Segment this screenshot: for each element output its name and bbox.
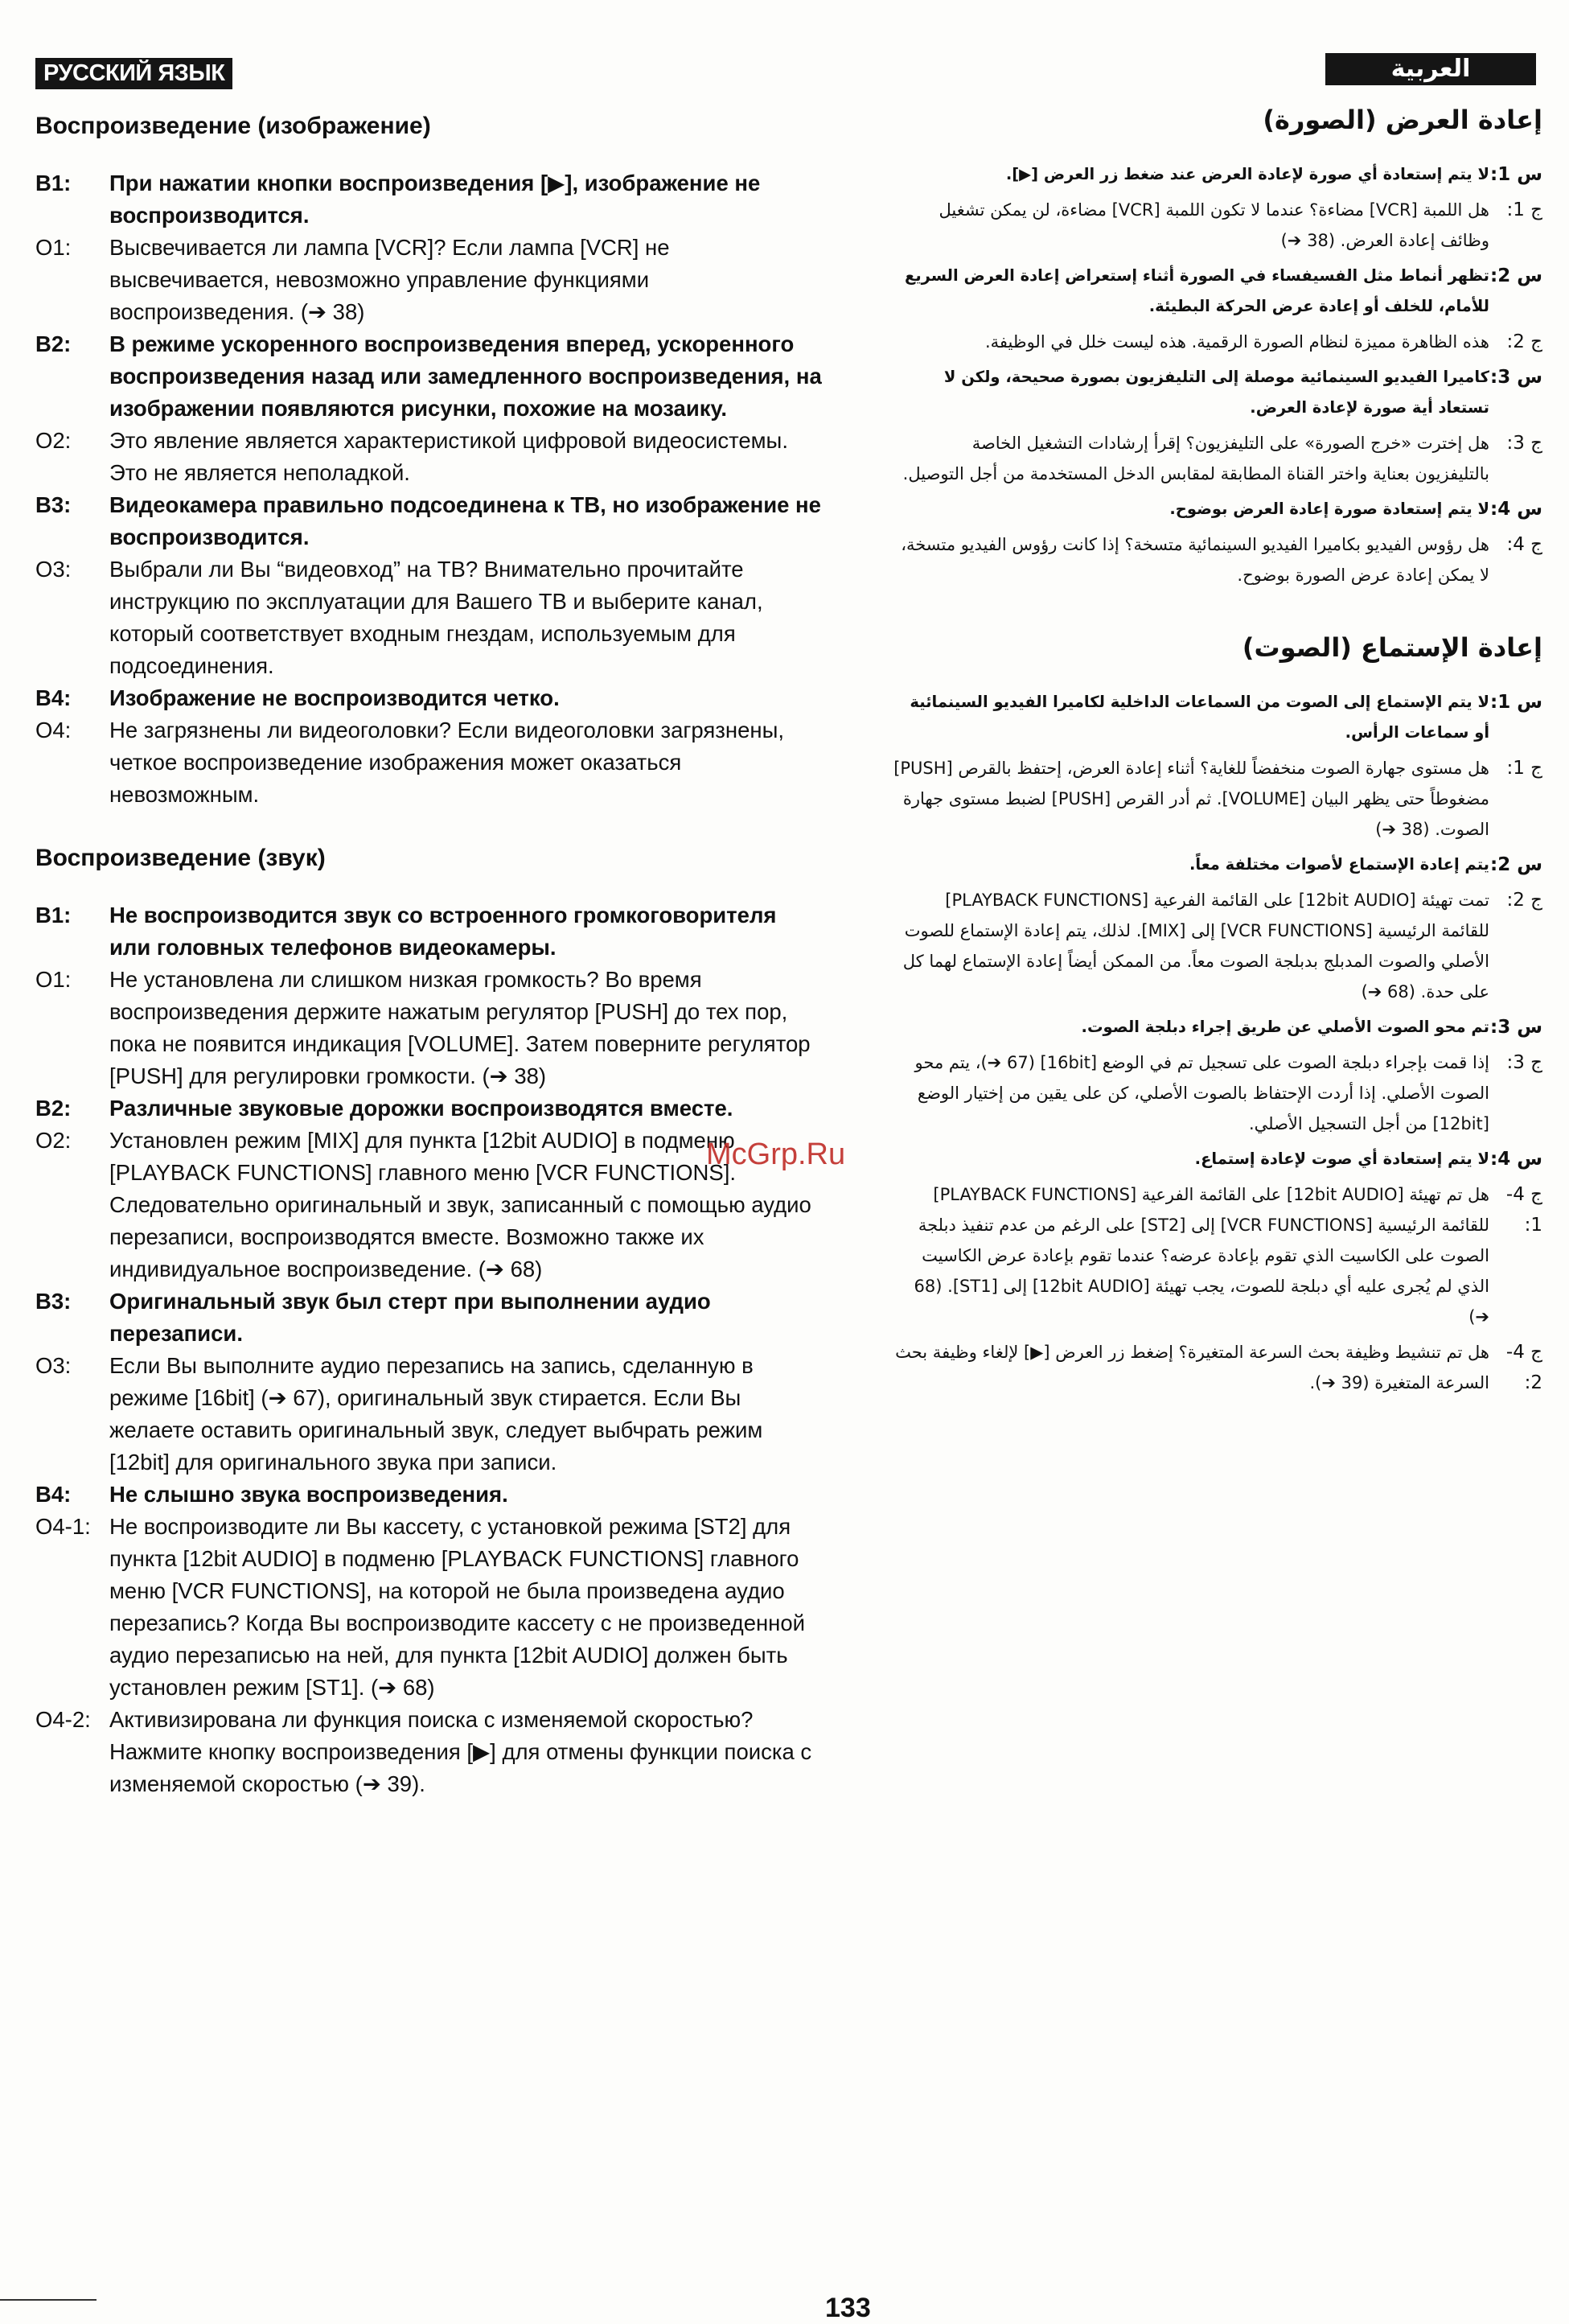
answer-row bbox=[35, 1511, 824, 1704]
item-label: س 4: bbox=[1490, 1149, 1542, 1170]
item-label: B2: bbox=[35, 331, 72, 356]
question-row bbox=[35, 328, 824, 425]
item-text: Различные звуковые дорожки воспроизводятся вместе. bbox=[109, 1096, 733, 1121]
item-label: س 2: bbox=[1490, 854, 1542, 875]
answer-row bbox=[893, 885, 1542, 1007]
watermark: McGrp.Ru bbox=[706, 1137, 846, 1171]
item-label: س 4: bbox=[1490, 499, 1542, 520]
item-label: س 3: bbox=[1490, 367, 1542, 388]
arabic-section-title-picture: إعادة العرض (الصورة) bbox=[1263, 105, 1542, 135]
item-text: Не слышно звука воспроизведения. bbox=[109, 1482, 508, 1507]
question-row bbox=[35, 1285, 824, 1350]
answer-row bbox=[35, 964, 824, 1092]
item-text: Выбрали ли Вы “видеовход” на ТВ? Внимательно прочитайте инструкцию по эксплуатации для Вашего ТВ и выберите канал, который соответствует входным гнездам, используемым для подсоединения. bbox=[109, 557, 763, 678]
item-text: Не загрязнены ли видеоголовки? Если видеоголовки загрязнены, четкое воспроизведение изображения может оказаться невозможным. bbox=[109, 718, 784, 807]
item-label: ج 4-1: bbox=[1505, 1184, 1542, 1236]
item-text: هل رؤوس الفيديو بكاميرا الفيديو السينمائية متسخة؟ إذا كانت رؤوس الفيديو متسخة، لا يمكن إعادة عرض الصورة بوضوح. bbox=[901, 535, 1489, 585]
answer-row bbox=[893, 753, 1542, 845]
item-text: Если Вы выполните аудио перезапись на запись, сделанную в режиме [16bit] (➔ 67), оригинальный звук стирается. Если Вы желаете оставить оригинальный звук, следует выбчрать режим [12bit] для оригинального звука при записи. bbox=[109, 1353, 763, 1475]
question-row bbox=[35, 1479, 824, 1511]
item-text: Не воспроизводится звук со встроенного громкоговорителя или головных телефонов видеокамеры. bbox=[109, 903, 777, 960]
item-text: لا يتم إستعادة صورة إعادة العرض بوضوح. bbox=[1169, 500, 1489, 518]
item-label: O3: bbox=[35, 557, 72, 582]
item-label: س 1: bbox=[1490, 164, 1542, 185]
answer-row bbox=[35, 232, 824, 328]
section-title-playback-sound: Воспроизведение (звук) bbox=[35, 845, 326, 871]
item-text: В режиме ускоренного воспроизведения вперед, ускоренного воспроизведения назад или замедленного воспроизведения, на изображении появляются рисунки, похожие на мозаику. bbox=[109, 331, 822, 421]
item-text: Установлен режим [MIX] для пункта [12bit AUDIO] в подменю [PLAYBACK FUNCTIONS] главного меню [VCR FUNCTIONS]. Следовательно оригинальный и звук, записанный с помощью аудио перезаписи, воспроизводятся вместе. Возможно также их индивидуальное воспроизведение. (➔ 68) bbox=[109, 1128, 811, 1281]
item-label: ج 2: bbox=[1506, 890, 1542, 911]
item-label: O3: bbox=[35, 1353, 72, 1378]
arabic-section-title-sound: إعادة الإستماع (الصوت) bbox=[1242, 632, 1542, 663]
russian-column bbox=[35, 113, 824, 1800]
item-text: Оригинальный звук был стерт при выполнении аудио перезаписи. bbox=[109, 1289, 711, 1346]
item-text: هل اللمبة [VCR] مضاءة؟ عندما لا تكون اللمبة [VCR] مضاءة، لن يمكن تشغيل وظائف إعادة العرض. (38 ➔) bbox=[939, 200, 1489, 250]
item-text: لا يتم الإستماع إلى الصوت من السماعات الداخلية لكاميرا الفيديو السينمائية أو سماعات الرأس. bbox=[910, 693, 1489, 742]
answer-row bbox=[893, 1337, 1542, 1398]
item-label: ج 4: bbox=[1506, 534, 1542, 555]
item-label: O2: bbox=[35, 428, 72, 453]
question-row bbox=[893, 1144, 1542, 1174]
item-text: هذه الظاهرة مميزة لنظام الصورة الرقمية. هذه ليست خلل في الوظيفة. bbox=[984, 332, 1489, 352]
item-text: Активизирована ли функция поиска с изменяемой скоростью? Нажмите кнопку воспроизведения [▶] для отмены функции поиска с изменяемой скоростью (➔ 39). bbox=[109, 1707, 812, 1796]
item-text: При нажатии кнопки воспроизведения [▶], изображение не воспроизводится. bbox=[109, 171, 761, 228]
bottom-rule bbox=[0, 2299, 97, 2301]
item-text: هل تم تهيئة [12bit AUDIO] على القائمة الفرعية [PLAYBACK FUNCTIONS] للقائمة الرئيسية [VCR FUNCTIONS] إلى [ST2] على الرغم من عدم تنفيذ دبلجة الصوت على الكاسيت الذي تقوم بإعادة عرضه؟ عندما تقوم بإعادة عرض الكاسيت الذي لم يُجرى عليه أي دبلجة للصوت، يجب تهيئة [12bit AUDIO] إلى [ST1]. (68 ➔) bbox=[914, 1185, 1489, 1327]
item-text: إذا قمت بإجراء دبلجة الصوت على تسجيل تم في الوضع [16bit] (67 ➔)، يتم محو الصوت الأصلي. إذا أردت الإحتفاظ بالصوت الأصلي، كن على يقين من إختيار الوضع [12bit] من أجل التسجيل الأصلي. bbox=[914, 1053, 1489, 1133]
item-label: ج 1: bbox=[1506, 199, 1542, 220]
item-text: لا يتم إستعادة أي صورة لإعادة العرض عند ضغط زر العرض [▶]. bbox=[1005, 165, 1489, 183]
item-label: س 1: bbox=[1490, 692, 1542, 713]
item-label: O4: bbox=[35, 718, 72, 742]
language-tag-arabic: العربية bbox=[1325, 53, 1536, 85]
russian-section-1-list bbox=[35, 167, 824, 811]
item-label: ج 2: bbox=[1506, 331, 1542, 352]
item-text: كاميرا الفيديو السينمائية موصلة إلى التليفزيون بصورة صحيحة، ولكن لا تستعاد أية صورة لإعادة العرض. bbox=[943, 368, 1489, 417]
question-row bbox=[893, 849, 1542, 880]
item-text: هل مستوى جهارة الصوت منخفضاً للغاية؟ أثناء إعادة العرض، إحتفظ بالقرص [PUSH] مضغوطاً حتى يظهر البيان [VOLUME]. ثم أدر القرص [PUSH] لضبط مستوى جهارة الصوت. (38 ➔) bbox=[893, 759, 1489, 839]
arabic-column bbox=[893, 105, 1542, 1403]
item-text: تم محو الصوت الأصلي عن طريق إجراء دبلجة الصوت. bbox=[1081, 1018, 1489, 1036]
item-label: B1: bbox=[35, 903, 72, 928]
item-label: B4: bbox=[35, 1482, 72, 1507]
question-row bbox=[893, 687, 1542, 748]
item-text: Не установлена ли слишком низкая громкость? Во время воспроизведения держите нажатым регулятор [PUSH] до тех пор, пока не появится индикация [VOLUME]. Затем поверните регулятор [PUSH] для регулировки громкости. (➔ 38) bbox=[109, 967, 811, 1088]
item-label: O4-1: bbox=[35, 1514, 91, 1539]
item-label: O1: bbox=[35, 967, 72, 992]
question-row bbox=[893, 159, 1542, 190]
item-label: ج 1: bbox=[1506, 758, 1542, 779]
russian-section-2-list bbox=[35, 899, 824, 1800]
answer-row bbox=[35, 714, 824, 811]
answer-row bbox=[893, 327, 1542, 357]
question-row bbox=[35, 1092, 824, 1125]
item-text: لا يتم إستعادة أي صوت لإعادة إستماع. bbox=[1194, 1150, 1489, 1168]
item-text: هل تم تنشيط وظيفة بحث السرعة المتغيرة؟ إضغط زر العرض [▶] لإلغاء وظيفة بحث السرعة المتغيرة (39 ➔). bbox=[895, 1343, 1489, 1392]
item-label: B2: bbox=[35, 1096, 72, 1121]
question-row bbox=[35, 167, 824, 232]
item-label: B3: bbox=[35, 492, 72, 517]
answer-row bbox=[893, 428, 1542, 489]
item-label: B1: bbox=[35, 171, 72, 195]
item-text: هل إخترت «خرج الصورة» على التليفزيون؟ إقرأ إرشادات التشغيل الخاصة بالتليفزيون بعناية واختر القناة المطابقة لمقابس الدخل المستخدمة من أجل التوصيل. bbox=[902, 434, 1489, 483]
question-row bbox=[35, 682, 824, 714]
question-row bbox=[893, 494, 1542, 524]
item-text: Это явление является характеристикой цифровой видеосистемы. Это не является неполадкой. bbox=[109, 428, 788, 485]
item-label: ج 3: bbox=[1506, 1052, 1542, 1073]
arabic-section-2-list bbox=[893, 687, 1542, 1398]
page-number: 133 bbox=[825, 2293, 871, 2323]
item-text: Высвечивается ли лампа [VCR]? Если лампа [VCR] не высвечивается, невозможно управление функциями воспроизведения. (➔ 38) bbox=[109, 235, 670, 324]
item-text: يتم إعادة الإستماع لأصوات مختلفة معاً. bbox=[1189, 855, 1489, 874]
item-label: B3: bbox=[35, 1289, 72, 1314]
item-label: O2: bbox=[35, 1128, 72, 1153]
question-row bbox=[35, 489, 824, 553]
item-label: س 2: bbox=[1490, 265, 1542, 286]
section-title-playback-picture: Воспроизведение (изображение) bbox=[35, 113, 431, 139]
item-text: Видеокамера правильно подсоединена к ТВ, но изображение не воспроизводится. bbox=[109, 492, 821, 549]
item-label: س 3: bbox=[1490, 1017, 1542, 1038]
item-label: O1: bbox=[35, 235, 72, 260]
question-row bbox=[893, 261, 1542, 322]
item-label: O4-2: bbox=[35, 1707, 91, 1732]
answer-row bbox=[35, 553, 824, 682]
answer-row bbox=[893, 1047, 1542, 1139]
answer-row bbox=[35, 1704, 824, 1800]
answer-row bbox=[893, 195, 1542, 256]
arabic-section-1-list bbox=[893, 159, 1542, 590]
answer-row bbox=[35, 425, 824, 489]
item-text: Изображение не воспроизводится четко. bbox=[109, 685, 560, 710]
question-row bbox=[35, 899, 824, 964]
item-label: ج 4-2: bbox=[1505, 1342, 1542, 1393]
language-tag-russian: РУССКИЙ ЯЗЫК bbox=[35, 58, 232, 89]
answer-row bbox=[35, 1125, 824, 1285]
item-label: B4: bbox=[35, 685, 72, 710]
answer-row bbox=[893, 529, 1542, 590]
item-text: تظهر أنماط مثل الفسيفساء في الصورة أثناء إستعراض إعادة العرض السريع للأمام، للخلف أو إعادة عرض الحركة البطيئة. bbox=[905, 266, 1489, 315]
question-row bbox=[893, 1012, 1542, 1043]
question-row bbox=[893, 362, 1542, 423]
item-text: Не воспроизводите ли Вы кассету, с установкой режима [ST2] для пункта [12bit AUDIO] в подменю [PLAYBACK FUNCTIONS] главного меню [VCR FUNCTIONS], на которой не была произведена аудио перезапись? Когда Вы воспроизводите кассету с не произведенной аудио перезаписью на ней, для пункта [12bit AUDIO] должен быть установлен режим [ST1]. (➔ 68) bbox=[109, 1514, 806, 1700]
answer-row bbox=[893, 1179, 1542, 1332]
item-text: تمت تهيئة [12bit AUDIO] على القائمة الفرعية [PLAYBACK FUNCTIONS] للقائمة الرئيسية [VCR FUNCTIONS] إلى [MIX]. لذلك، يتم إعادة الإستماع للصوت الأصلي والصوت المدبلج بدبلجة الصوت معاً. من الممكن أيضاً إعادة الإستماع لهما كل على حدة. (68 ➔) bbox=[902, 891, 1489, 1002]
answer-row bbox=[35, 1350, 824, 1479]
item-label: ج 3: bbox=[1506, 433, 1542, 454]
